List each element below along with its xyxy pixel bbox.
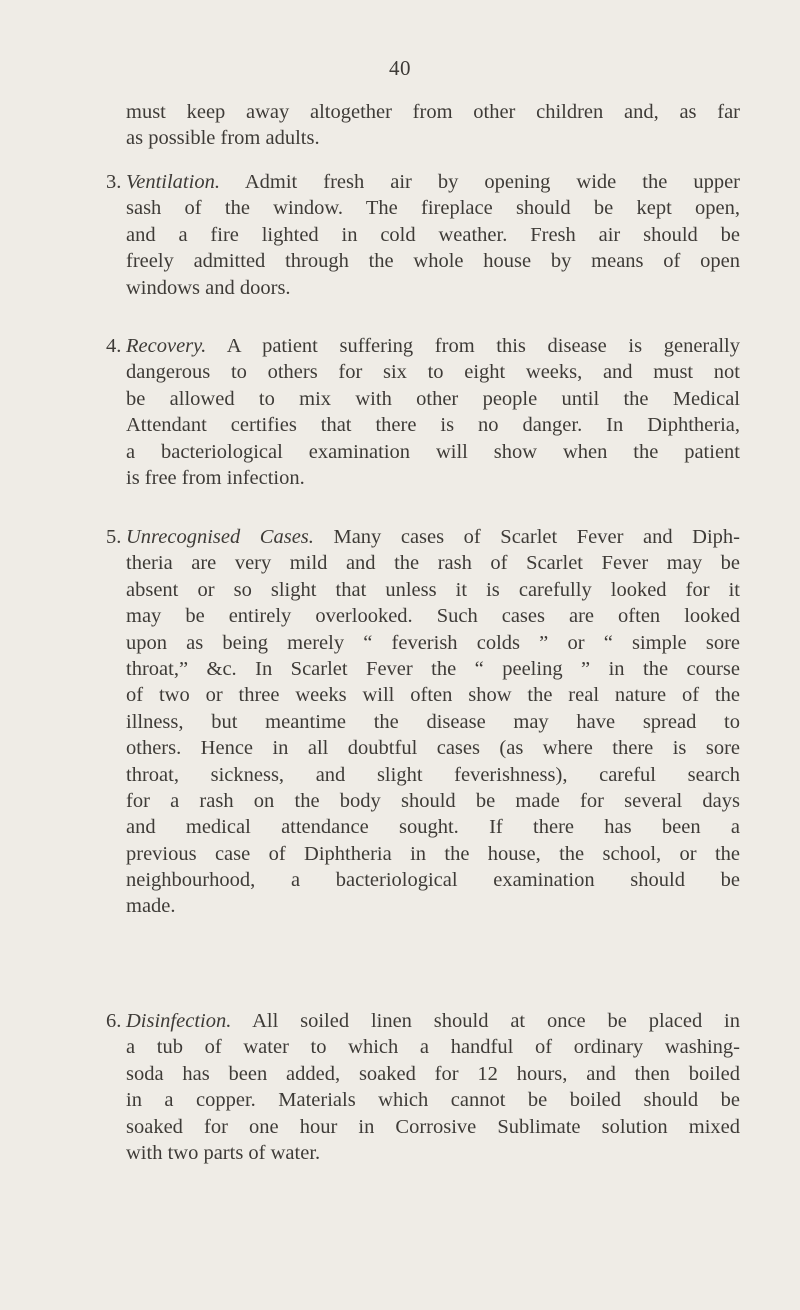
text-line: Attendant certifies that there is no danger. In Diphtheria, bbox=[126, 414, 740, 437]
section-first-line bbox=[106, 333, 740, 359]
text-line: freely admitted through the whole house by means of open bbox=[126, 250, 740, 273]
intro-paragraph bbox=[126, 99, 740, 152]
section-number: 4. bbox=[106, 335, 122, 357]
section-first-line bbox=[106, 169, 740, 195]
section-ventilation bbox=[106, 169, 740, 301]
text-line: sash of the window. The fireplace should be kept open, bbox=[126, 197, 740, 220]
text-line: dangerous to others for six to eight weeks, and must not bbox=[126, 361, 740, 384]
section-first-line-text: Many cases of Scarlet Fever and Diph- bbox=[333, 526, 740, 548]
text-line: may be entirely overlooked. Such cases are often looked bbox=[126, 605, 740, 628]
text-line: and medical attendance sought. If there has been a bbox=[126, 816, 740, 839]
page-number: 40 bbox=[389, 56, 411, 80]
text-line: neighbourhood, a bacteriological examination should be bbox=[126, 869, 740, 892]
section-number: 5. bbox=[106, 526, 122, 548]
text-line: and a fire lighted in cold weather. Fresh air should be bbox=[126, 223, 740, 246]
section-first-line bbox=[106, 524, 740, 550]
text-line: others. Hence in all doubtful cases (as where there is sore bbox=[126, 737, 740, 760]
text-line: windows and doors. bbox=[126, 276, 291, 299]
section-number: 3. bbox=[106, 171, 122, 193]
text-line: made. bbox=[126, 895, 176, 918]
text-line: throat,” &c. In Scarlet Fever the “ peeling ” in the course bbox=[126, 657, 740, 680]
text-line: for a rash on the body should be made for several days bbox=[126, 789, 740, 812]
text-line: illness, but meantime the disease may have spread to bbox=[126, 710, 740, 733]
text-line: with two parts of water. bbox=[126, 1141, 321, 1164]
text-line: absent or so slight that unless it is carefully looked for it bbox=[126, 578, 740, 601]
section-number: 6. bbox=[106, 1010, 122, 1032]
section-disinfection bbox=[106, 1008, 740, 1166]
text-line: previous case of Diphtheria in the house, the school, or the bbox=[126, 842, 740, 865]
section-recovery bbox=[106, 333, 740, 491]
section-first-line bbox=[106, 1008, 740, 1034]
text-line: as possible from adults. bbox=[126, 127, 320, 150]
text-line: a bacteriological examination will show when the patient bbox=[126, 440, 740, 463]
text-line: of two or three weeks will often show the real nature of the bbox=[126, 684, 740, 707]
text-line: upon as being merely “ feverish colds ” or “ simple sore bbox=[126, 631, 740, 654]
text-line: soda has been added, soaked for 12 hours, and then boiled bbox=[126, 1062, 740, 1085]
text-line: in a copper. Materials which cannot be boiled should be bbox=[126, 1089, 740, 1112]
text-line: theria are very mild and the rash of Scarlet Fever may be bbox=[126, 552, 740, 575]
section-first-line-text: Admit fresh air by opening wide the upper bbox=[244, 171, 740, 193]
text-line: a tub of water to which a handful of ordinary washing- bbox=[126, 1036, 740, 1059]
text-line: throat, sickness, and slight feverishness), careful search bbox=[126, 763, 740, 786]
section-heading: Unrecognised Cases. bbox=[126, 526, 314, 548]
section-unrecognised-cases bbox=[106, 524, 740, 920]
text-line: soaked for one hour in Corrosive Sublimate solution mixed bbox=[126, 1115, 740, 1138]
section-first-line-text: All soiled linen should at once be placed in bbox=[252, 1010, 740, 1032]
section-first-line-text: A patient suffering from this disease is generally bbox=[226, 335, 740, 357]
section-heading: Disinfection. bbox=[126, 1010, 232, 1032]
section-heading: Ventilation. bbox=[126, 171, 220, 193]
text-line: must keep away altogether from other children and, as far bbox=[126, 101, 740, 123]
text-line: be allowed to mix with other people until the Medical bbox=[126, 387, 740, 410]
section-heading: Recovery. bbox=[126, 335, 207, 357]
text-line: is free from infection. bbox=[126, 466, 305, 489]
